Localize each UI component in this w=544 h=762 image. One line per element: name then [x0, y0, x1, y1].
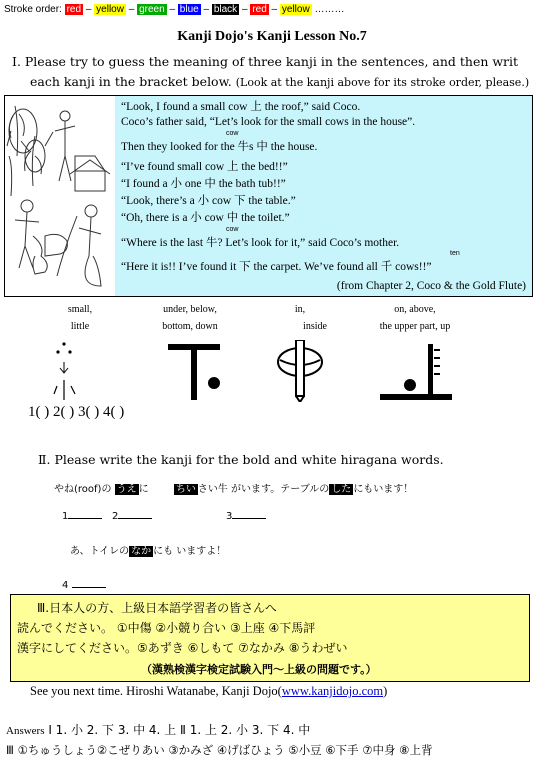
story-text-area [115, 96, 532, 296]
story-line: “I found a 小 one 中 the bath tub!!” [121, 178, 286, 190]
q2-instruction: Ⅱ. Please write the kanji for the bold and white hiragana words. [38, 452, 444, 467]
meaning-line: the upper part, up [379, 321, 451, 332]
story-box [4, 95, 533, 297]
q3-line: 漢字にしてください。⑤あずき ⑥しもて ⑦なかみ ⑧うわぜい [17, 641, 348, 655]
stroke-color-green: green [139, 4, 165, 15]
story-line: “Oh, there is a 小 cow 中 the toilet.” [121, 212, 290, 224]
meaning-line: bottom, down [162, 321, 218, 332]
stroke-order-dash: – [200, 4, 212, 15]
story-line: “Look, there’s a 小 cow 下 the table.” [121, 195, 296, 207]
hiragana-highlight: うえ [116, 484, 137, 495]
blank-3[interactable] [226, 509, 266, 522]
stroke-order-legend [4, 4, 344, 15]
story-illustration [5, 96, 115, 296]
blank-4[interactable] [62, 578, 106, 591]
sentence-text: さい牛 がいます。テーブルの [197, 484, 330, 495]
blank-number: 1 [62, 511, 69, 522]
q3-box [10, 594, 530, 682]
stroke-order-tail: ……… [314, 4, 345, 15]
website-link[interactable]: www.kanjidojo.com [281, 684, 384, 698]
sentence-text: やね(roof)の [54, 484, 112, 495]
closing-text: See you next time. Hiroshi Watanabe, Kanji Dojo( [30, 684, 282, 698]
answers-label: Answers [6, 725, 45, 737]
q3-line: Ⅲ.日本人の方、上級日本語学習者の皆さんへ [37, 601, 277, 615]
hiragana-highlight: ちい [175, 484, 196, 495]
meaning-line: small, [67, 304, 93, 315]
meaning-line: inside [303, 321, 327, 332]
closing-note [30, 684, 387, 699]
sentence-text: にも いますよ！ [153, 546, 227, 557]
stroke-order-label: Stroke order: [4, 4, 62, 15]
answers-text: Ⅰ 1. 小 2. 下 3. 中 4. 上 Ⅱ 1. 上 2. 小 3. 下 4. 中 [48, 723, 311, 737]
meaning-under [140, 304, 240, 332]
closing-text: ) [383, 684, 388, 698]
story-line [121, 226, 400, 250]
story-line-text: “Here it is!! I’ve found it 下 the carpet. We’ve found all 千 cows!!” [121, 261, 432, 273]
under-pictogram-icon [168, 344, 220, 400]
meaning-line: under, below, [163, 304, 217, 315]
stroke-order-dash: – [268, 4, 280, 15]
stroke-color-yellow: yellow [281, 4, 310, 15]
story-line-text: “Where is the last 牛? Let’s look for it,” said Coco’s mother. [121, 237, 400, 249]
ruby-text: cow [226, 226, 239, 233]
meaning-line: in, [294, 304, 306, 315]
blank-number: 3 [226, 511, 233, 522]
sentence-text: にもいます！ [353, 484, 414, 495]
stroke-order-colors [65, 4, 312, 15]
story-line-text: Then they looked for the 牛s 中 the house. [121, 141, 318, 153]
stroke-order-dash: – [239, 4, 251, 15]
blank-number: 2 [112, 511, 119, 522]
meaning-small [40, 304, 120, 332]
meaning-on [350, 304, 480, 332]
q2-sentence1 [54, 480, 413, 495]
hiragana-highlight: した [331, 484, 352, 495]
story-line: Coco’s father said, “Let’s look for the small cows in the house”. [121, 116, 416, 128]
blank-2[interactable] [112, 509, 152, 522]
stroke-color-red: red [66, 4, 82, 15]
story-line [121, 130, 318, 154]
stroke-order-dash: – [166, 4, 178, 15]
answer-brackets[interactable]: 1( ) 2( ) 3( ) 4( ) [28, 404, 125, 420]
q3-line: 読んでください。 ①中傷 ②小競り合い ③上座 ④下馬評 [17, 621, 316, 635]
stroke-order-dash: – [125, 4, 138, 15]
story-line: “I’ve found small cow 上 the bed!!” [121, 161, 288, 173]
sentence-text: あ、トイレの [70, 546, 130, 557]
q1-instruction-line2 [30, 74, 529, 89]
story-source: (from Chapter 2, Coco & the Gold Flute) [336, 280, 526, 292]
q1-instruction-main: each kanji in the bracket below. [30, 74, 236, 89]
stroke-color-blue: blue [179, 4, 199, 15]
q2-sentence2 [70, 542, 226, 557]
blank-1[interactable] [62, 509, 102, 522]
ruby-text: ten [450, 250, 460, 257]
ruby-text: cow [226, 130, 239, 137]
stroke-color-red: red [252, 4, 267, 15]
sentence-text: に [138, 484, 149, 495]
q1-instruction-note: (Look at the kanji above for its stroke order, please.) [235, 76, 530, 89]
story-line [121, 250, 460, 274]
stroke-order-dash: – [83, 4, 95, 15]
in-pictogram-icon [278, 340, 322, 402]
hiragana-highlight: なか [131, 546, 152, 557]
meaning-line: on, above, [394, 304, 436, 315]
meaning-line: little [70, 321, 90, 332]
stroke-color-yellow: yellow [96, 4, 124, 15]
q1-instruction-line1: Ⅰ. Please try to guess the meaning of three kanji in the sentences, and then writ [12, 54, 519, 69]
answers-line1 [6, 721, 310, 738]
on-pictogram-icon [380, 344, 452, 400]
meaning-in [260, 304, 340, 332]
kanji-pictograms [0, 340, 544, 402]
family-cows-drawing-icon [5, 96, 115, 296]
stroke-color-black: black [213, 4, 238, 15]
blank-number: 4 [62, 580, 69, 591]
story-line: “Look, I found a small cow 上 the roof,” said Coco. [121, 101, 361, 113]
page-title: Kanji Dojo's Kanji Lesson No.7 [177, 29, 367, 44]
q3-line: （漢熟検漢字検定試験入門～上級の問題です。） [141, 663, 377, 676]
small-pictogram-icon [54, 342, 75, 400]
answers-line2: Ⅲ ①ちゅうしょう②こぜりあい ③かみざ ④げばひょう ⑤小豆 ⑥下手 ⑦中身 ⑧上背 [6, 743, 433, 757]
